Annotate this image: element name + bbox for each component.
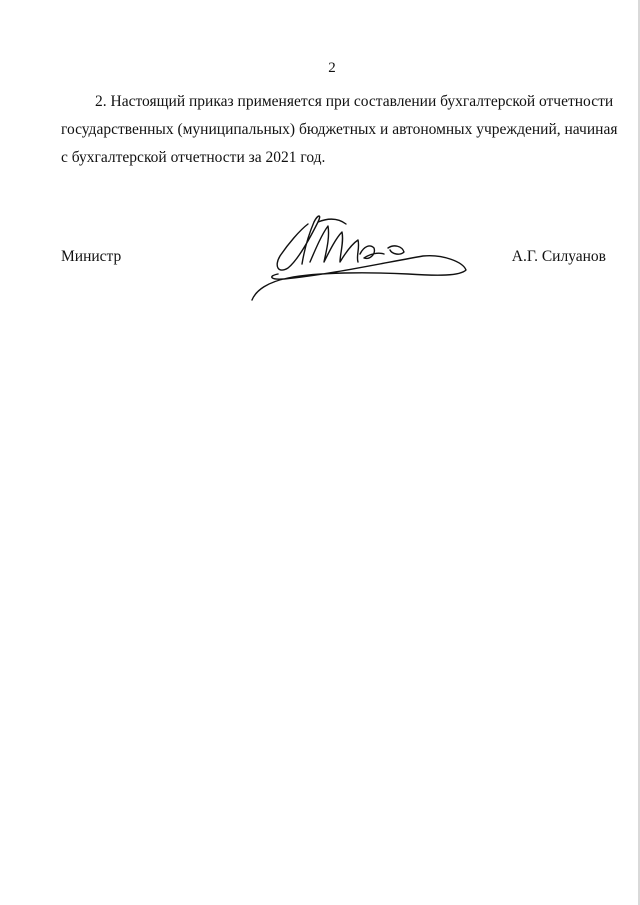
paragraph-line: государственных (муниципальных) бюджетных и автономных учреждений, начиная bbox=[61, 121, 618, 138]
page-number: 2 bbox=[328, 60, 336, 76]
signature-block bbox=[0, 200, 640, 310]
body-paragraph bbox=[61, 88, 618, 172]
position-title: Министр bbox=[61, 248, 122, 265]
handwritten-signature bbox=[248, 204, 473, 304]
paragraph-line: 2. Настоящий приказ применяется при составлении бухгалтерской отчетности bbox=[95, 93, 614, 110]
signer-name: А.Г. Силуанов bbox=[511, 248, 606, 265]
paragraph-line: с бухгалтерской отчетности за 2021 год. bbox=[61, 149, 326, 166]
